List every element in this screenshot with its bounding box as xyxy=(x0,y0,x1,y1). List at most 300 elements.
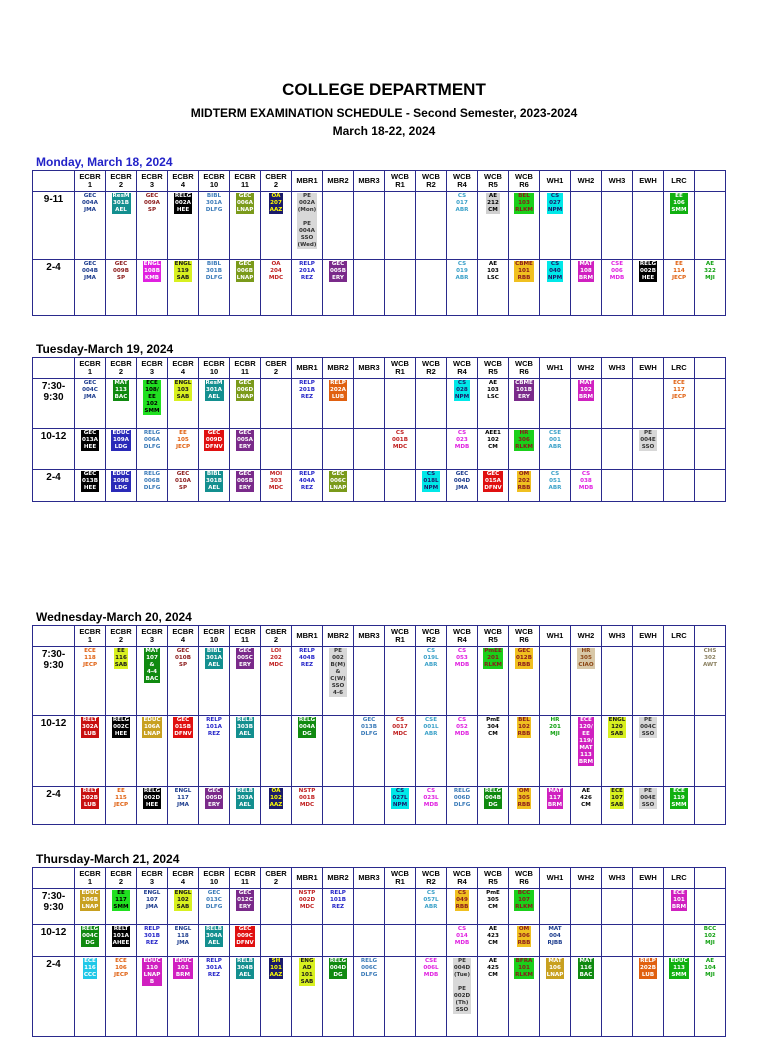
schedule-cell xyxy=(478,192,509,260)
schedule-cell xyxy=(261,889,292,925)
exam-entry: CS 051 ABR xyxy=(548,471,562,491)
schedule-cell xyxy=(137,889,168,925)
schedule-cell xyxy=(385,889,416,925)
schedule-cell xyxy=(230,716,261,787)
exam-entry: AE 425 CM xyxy=(487,958,499,978)
exam-entry: GEC 009B SP xyxy=(113,261,129,281)
exam-entry: RELB 304A AEL xyxy=(205,926,222,946)
exam-entry: CHS 302 AWT xyxy=(702,648,718,668)
schedule-cell xyxy=(323,787,354,825)
exam-entry: GEC 013A HEE xyxy=(81,430,98,450)
schedule-cell xyxy=(230,925,261,957)
schedule-cell xyxy=(199,470,230,502)
schedule-cell xyxy=(571,925,602,957)
exam-entry: GEC 013B HEE xyxy=(82,471,98,491)
schedule-cell xyxy=(230,889,261,925)
schedule-cell xyxy=(602,716,633,787)
exam-entry: RELG 004B DG xyxy=(484,788,502,808)
schedule-table-tuesday xyxy=(32,357,726,502)
schedule-cell xyxy=(106,379,137,429)
exam-entry: CS 023 MDB xyxy=(454,430,470,450)
exam-entry: GEC 013C DLFG xyxy=(205,890,223,910)
exam-entry: CS 038 MDB xyxy=(578,471,594,491)
schedule-cell xyxy=(416,925,447,957)
exam-entry: ENGL 120 SAB xyxy=(608,717,626,737)
schedule-cell xyxy=(571,260,602,316)
schedule-cell xyxy=(261,787,292,825)
exam-entry: GEC 015B DFNV xyxy=(174,717,192,737)
schedule-cell xyxy=(261,192,292,260)
schedule-cell xyxy=(447,787,478,825)
exam-entry: RELG 002A HEE xyxy=(174,193,192,213)
exam-entry: CSE 001 ABR xyxy=(548,430,562,450)
schedule-cell xyxy=(106,957,137,1037)
room-header: LRC xyxy=(664,626,695,647)
schedule-cell xyxy=(602,957,633,1037)
day-label-monday: Monday, March 18, 2024 xyxy=(36,155,173,169)
schedule-cell xyxy=(478,647,509,716)
schedule-cell xyxy=(292,889,323,925)
room-header: WH1 xyxy=(540,171,571,192)
exam-entry: EDUC 106A LNAP xyxy=(143,717,161,737)
schedule-cell xyxy=(602,787,633,825)
exam-entry: CS 028 NPM xyxy=(454,380,470,400)
exam-entry: ECE 118 JECP xyxy=(82,648,98,668)
room-header: MBR2 xyxy=(323,171,354,192)
exam-entry: AE 426 CM xyxy=(580,788,592,808)
exam-entry: AE 212 CM xyxy=(487,193,499,213)
schedule-cell xyxy=(261,379,292,429)
exam-entry: RELP 202A LUB xyxy=(329,380,346,400)
schedule-cell xyxy=(633,192,664,260)
schedule-cell xyxy=(168,192,199,260)
room-header: WCB R2 xyxy=(416,626,447,647)
exam-entry: BCC 102 MJI xyxy=(703,926,717,946)
time-slot-row xyxy=(33,925,726,957)
exam-entry: CS 019 ABR xyxy=(455,261,469,281)
exam-entry: RELG 002B HEE xyxy=(639,261,657,281)
schedule-cell xyxy=(75,716,106,787)
exam-entry: RELG 004D DG xyxy=(329,958,347,978)
room-header: MBR1 xyxy=(292,358,323,379)
exam-entry: ENGL 118 JMA xyxy=(174,926,192,946)
schedule-cell xyxy=(478,379,509,429)
exam-entry: EDUC 109B LDG xyxy=(112,471,130,491)
schedule-cell xyxy=(602,379,633,429)
exam-entry: CS 001B MDC xyxy=(392,430,408,450)
exam-entry: GEC 009A SP xyxy=(143,193,160,213)
exam-entry: MAT 107 & 4-4 BAC xyxy=(145,648,159,682)
schedule-cell xyxy=(168,260,199,316)
exam-entry: ECE 106 JECP xyxy=(113,958,129,978)
schedule-cell xyxy=(354,716,385,787)
time-slot-row xyxy=(33,716,726,787)
schedule-cell xyxy=(230,647,261,716)
schedule-cell xyxy=(199,192,230,260)
exam-entry: GEC 005A ERY xyxy=(236,430,253,450)
room-header: WCB R4 xyxy=(447,358,478,379)
schedule-cell xyxy=(571,429,602,470)
schedule-cell xyxy=(75,889,106,925)
exam-entry: EE 115 JECP xyxy=(113,788,129,808)
room-header: ECBR 1 xyxy=(75,868,106,889)
schedule-cell xyxy=(478,716,509,787)
exam-entry: RELG 004C DG xyxy=(81,926,99,946)
room-header xyxy=(695,358,726,379)
exam-entry: EE 114 JECP xyxy=(671,261,687,281)
schedule-cell xyxy=(509,379,540,429)
schedule-cell xyxy=(540,716,571,787)
exam-entry: CS 052 MDB xyxy=(454,717,470,737)
schedule-cell xyxy=(540,260,571,316)
exam-entry: HR 305 CIAO xyxy=(578,648,594,668)
schedule-cell xyxy=(354,889,385,925)
exam-entry: GEC 006C LNAP xyxy=(329,471,347,491)
schedule-cell xyxy=(447,429,478,470)
room-header: MBR3 xyxy=(354,868,385,889)
exam-entry: CBME 101 RBB xyxy=(515,261,533,281)
exam-entry: CS 053 MDB xyxy=(454,648,470,668)
exam-entry: AE 103 LSC xyxy=(487,261,499,281)
schedule-cell xyxy=(571,647,602,716)
room-header: ECBR 4 xyxy=(168,171,199,192)
time-slot-row xyxy=(33,192,726,260)
schedule-cell xyxy=(168,647,199,716)
room-header: MBR3 xyxy=(354,626,385,647)
exam-entry: BIBL 301B AEL xyxy=(206,471,222,491)
room-header: WCB R6 xyxy=(509,868,540,889)
exam-entry: EDUC 101 BRM xyxy=(174,958,192,978)
schedule-cell xyxy=(695,957,726,1037)
time-slot-row xyxy=(33,957,726,1037)
room-header: MBR1 xyxy=(292,626,323,647)
room-header: WH3 xyxy=(602,868,633,889)
room-header: WH2 xyxy=(571,868,602,889)
schedule-cell xyxy=(137,379,168,429)
schedule-cell xyxy=(509,647,540,716)
schedule-cell xyxy=(571,957,602,1037)
exam-entry: CS 019L ABR xyxy=(423,648,439,668)
time-slot-row xyxy=(33,647,726,716)
room-header: ECBR 10 xyxy=(199,358,230,379)
room-header: WCB R2 xyxy=(416,171,447,192)
room-header: ECBR 10 xyxy=(199,868,230,889)
schedule-cell xyxy=(354,470,385,502)
schedule-cell xyxy=(199,260,230,316)
exam-entry: PE 002A (Mon) PE 004A SSO (Wed) xyxy=(297,193,317,248)
room-header: ECBR 11 xyxy=(230,358,261,379)
exam-entry: SH 101 AAZ xyxy=(269,958,283,978)
exam-entry: MAT 102 BRM xyxy=(578,380,594,400)
schedule-cell xyxy=(571,716,602,787)
exam-entry: AE 104 MJI xyxy=(704,958,716,978)
room-header: ECBR 4 xyxy=(168,868,199,889)
exam-entry: AE 322 MJI xyxy=(704,261,716,281)
time-slot-label: 10-12 xyxy=(33,925,75,957)
exam-entry: GEC 004C JMA xyxy=(82,380,98,400)
schedule-cell xyxy=(199,787,230,825)
room-header xyxy=(695,626,726,647)
schedule-cell xyxy=(230,787,261,825)
schedule-cell xyxy=(602,470,633,502)
exam-entry: MAT 004 RJBB xyxy=(547,926,563,946)
schedule-cell xyxy=(633,647,664,716)
schedule-cell xyxy=(354,192,385,260)
room-header: MBR2 xyxy=(323,626,354,647)
schedule-cell xyxy=(695,925,726,957)
schedule-cell xyxy=(199,889,230,925)
schedule-cell xyxy=(75,925,106,957)
schedule-cell xyxy=(447,260,478,316)
time-slot-label: 9-11 xyxy=(33,192,75,260)
room-header: WH3 xyxy=(602,358,633,379)
schedule-cell xyxy=(137,647,168,716)
exam-entry: ENGL 107 JMA xyxy=(143,890,161,910)
schedule-cell xyxy=(416,260,447,316)
exam-entry: ECE 101 BRM xyxy=(671,890,687,910)
exam-entry: RELT 302A LUB xyxy=(81,717,98,737)
exam-entry: RELG 004A DG xyxy=(298,717,316,737)
room-header: CBER 2 xyxy=(261,171,292,192)
room-header: ECBR 1 xyxy=(75,171,106,192)
schedule-cell xyxy=(230,470,261,502)
exam-entry: PmE 304 CM xyxy=(486,717,500,737)
exam-entry: EDUC 109A LDG xyxy=(112,430,130,450)
exam-entry: MAT 106 LNAP xyxy=(546,958,564,978)
exam-entry: ENGL 102 SAB xyxy=(174,890,192,910)
exam-entry: GEC 012B RBB xyxy=(516,648,532,668)
schedule-cell xyxy=(602,925,633,957)
time-slot-label: 2-4 xyxy=(33,957,75,1037)
schedule-cell xyxy=(385,647,416,716)
exam-entry: PE 004D (Tue) PE 002D (Th) SSO xyxy=(453,958,471,1013)
room-header: ECBR 3 xyxy=(137,868,168,889)
time-slot-label: 2-4 xyxy=(33,787,75,825)
exam-entry: AE 103 LSC xyxy=(487,380,499,400)
schedule-cell xyxy=(230,429,261,470)
day-label-thursday: Thursday-March 21, 2024 xyxy=(36,852,180,866)
room-header: WH2 xyxy=(571,626,602,647)
room-header xyxy=(33,358,75,379)
schedule-cell xyxy=(633,260,664,316)
schedule-cell xyxy=(385,379,416,429)
room-header xyxy=(33,171,75,192)
schedule-cell xyxy=(478,925,509,957)
schedule-cell xyxy=(354,260,385,316)
exam-entry: RELB 303B AEL xyxy=(237,717,253,737)
exam-entry: RELP 201B REZ xyxy=(299,380,315,400)
schedule-cell xyxy=(385,192,416,260)
schedule-cell xyxy=(602,429,633,470)
schedule-cell xyxy=(323,260,354,316)
exam-entry: PmEE 201 RLKM xyxy=(484,648,502,668)
room-header: WCB R1 xyxy=(385,626,416,647)
exam-entry: CSE 001L ABR xyxy=(423,717,439,737)
schedule-cell xyxy=(509,192,540,260)
schedule-cell xyxy=(137,260,168,316)
time-slot-row xyxy=(33,379,726,429)
room-header: WCB R4 xyxy=(447,868,478,889)
schedule-cell xyxy=(509,925,540,957)
schedule-cell xyxy=(633,957,664,1037)
schedule-cell xyxy=(75,647,106,716)
schedule-cell xyxy=(478,957,509,1037)
schedule-cell xyxy=(292,787,323,825)
schedule-table-wednesday xyxy=(32,625,726,825)
exam-entry: EDUC 113 SMM xyxy=(670,958,688,978)
exam-entry: OA 102 AAZ xyxy=(269,788,283,808)
schedule-cell xyxy=(447,470,478,502)
time-slot-row xyxy=(33,429,726,470)
schedule-cell xyxy=(633,379,664,429)
schedule-cell xyxy=(292,925,323,957)
schedule-cell xyxy=(416,470,447,502)
schedule-cell xyxy=(478,260,509,316)
schedule-cell xyxy=(416,889,447,925)
schedule-cell xyxy=(292,957,323,1037)
exam-entry: BFRA 101 RLKM xyxy=(515,958,533,978)
schedule-cell xyxy=(385,260,416,316)
schedule-cell xyxy=(664,429,695,470)
exam-entry: GEC 012C ERY xyxy=(237,890,253,910)
schedule-cell xyxy=(571,470,602,502)
room-header: WCB R5 xyxy=(478,171,509,192)
schedule-cell xyxy=(106,260,137,316)
exam-entry: ECE 120/ EE 119/ MAT 113 BRM xyxy=(578,717,594,765)
exam-entry: RELP 101B REZ xyxy=(330,890,346,910)
schedule-cell xyxy=(509,470,540,502)
exam-entry: NSTP 001B MDC xyxy=(298,788,316,808)
schedule-cell xyxy=(385,787,416,825)
schedule-cell xyxy=(323,647,354,716)
room-header: LRC xyxy=(664,171,695,192)
exam-entry: OM 306 RBB xyxy=(517,926,531,946)
exam-entry: GEC 009D DFNV xyxy=(205,430,223,450)
schedule-cell xyxy=(664,889,695,925)
room-header: WCB R6 xyxy=(509,626,540,647)
schedule-cell xyxy=(509,716,540,787)
schedule-cell xyxy=(664,647,695,716)
exam-entry: CS 0017 MDC xyxy=(392,717,408,737)
schedule-cell xyxy=(199,429,230,470)
exam-entry: CS 049 RBB xyxy=(455,890,469,910)
schedule-cell xyxy=(106,429,137,470)
time-slot-label: 7:30- 9:30 xyxy=(33,647,75,716)
schedule-cell xyxy=(168,470,199,502)
schedule-cell xyxy=(447,957,478,1037)
schedule-cell xyxy=(540,470,571,502)
exam-entry: GEC 013B DLFG xyxy=(360,717,378,737)
schedule-cell xyxy=(695,260,726,316)
schedule-cell xyxy=(230,192,261,260)
schedule-cell xyxy=(416,429,447,470)
exam-entry: PmE 305 CM xyxy=(486,890,500,910)
room-header: MBR3 xyxy=(354,358,385,379)
exam-entry: ECE 107 SAB xyxy=(610,788,624,808)
exam-entry: RELB 304B AEL xyxy=(237,958,253,978)
room-header: EWH xyxy=(633,626,664,647)
room-header: WH1 xyxy=(540,358,571,379)
exam-entry: GEC 005B ERY xyxy=(330,261,346,281)
exam-entry: RELG 006B DLFG xyxy=(143,471,161,491)
exam-entry: BEL 103 RLKM xyxy=(515,193,533,213)
exam-entry: OA 204 MDC xyxy=(268,261,284,281)
exam-entry: RELT 101A AHEE xyxy=(112,926,130,946)
exam-entry: MAT 108 BRM xyxy=(578,261,594,281)
schedule-cell xyxy=(664,470,695,502)
schedule-table-monday xyxy=(32,170,726,316)
exam-entry: GEC 004B JMA xyxy=(82,261,98,281)
schedule-cell xyxy=(540,379,571,429)
schedule-cell xyxy=(199,647,230,716)
room-header: WCB R2 xyxy=(416,868,447,889)
exam-entry: GEC 004A JMA xyxy=(81,193,98,213)
exam-entry: BIBL 301B DLFG xyxy=(205,261,223,281)
exam-entry: ENG AD 101 SAB xyxy=(300,958,314,985)
schedule-cell xyxy=(509,260,540,316)
schedule-cell xyxy=(571,379,602,429)
exam-entry: GEC 010A SP xyxy=(174,471,191,491)
schedule-cell xyxy=(230,957,261,1037)
schedule-cell xyxy=(292,647,323,716)
schedule-cell xyxy=(385,957,416,1037)
room-header: WH1 xyxy=(540,626,571,647)
schedule-cell xyxy=(571,889,602,925)
page-title: COLLEGE DEPARTMENT xyxy=(282,80,486,99)
schedule-cell xyxy=(633,429,664,470)
schedule-cell xyxy=(137,470,168,502)
exam-entry: CSE 006 MDB xyxy=(609,261,625,281)
schedule-cell xyxy=(633,925,664,957)
schedule-cell xyxy=(323,379,354,429)
schedule-cell xyxy=(447,925,478,957)
exam-entry: OM 305 RBB xyxy=(517,788,531,808)
room-header: ECBR 2 xyxy=(106,171,137,192)
room-header: MBR2 xyxy=(323,358,354,379)
schedule-cell xyxy=(137,925,168,957)
exam-entry: HR 306 RLKM xyxy=(515,430,533,450)
schedule-cell xyxy=(478,889,509,925)
schedule-cell xyxy=(168,957,199,1037)
exam-entry: EE 106 SMM xyxy=(671,193,687,213)
schedule-cell xyxy=(509,889,540,925)
schedule-cell xyxy=(137,192,168,260)
schedule-cell xyxy=(323,470,354,502)
exam-entry: MAT 117 BRM xyxy=(547,788,563,808)
schedule-cell xyxy=(292,192,323,260)
exam-entry: GEC 006B LNAP xyxy=(236,261,254,281)
time-slot-label: 7:30- 9:30 xyxy=(33,379,75,429)
room-header: ECBR 2 xyxy=(106,626,137,647)
exam-entry: RELP 301B REZ xyxy=(144,926,160,946)
schedule-cell xyxy=(106,925,137,957)
exam-entry: GEC 006D LNAP xyxy=(236,380,254,400)
exam-entry: RELP 101A REZ xyxy=(205,717,222,737)
room-header: ECBR 3 xyxy=(137,358,168,379)
schedule-cell xyxy=(323,716,354,787)
exam-entry: CS 027L NPM xyxy=(392,788,408,808)
schedule-cell xyxy=(354,429,385,470)
schedule-cell xyxy=(137,787,168,825)
schedule-cell xyxy=(199,925,230,957)
exam-entry: RELB 303A AEL xyxy=(236,788,253,808)
room-header: WH2 xyxy=(571,358,602,379)
exam-entry: RELG 006C DLFG xyxy=(360,958,378,978)
room-header: MBR3 xyxy=(354,171,385,192)
schedule-cell xyxy=(354,787,385,825)
schedule-cell xyxy=(447,889,478,925)
exam-entry: ResM 301B AEL xyxy=(112,193,130,213)
